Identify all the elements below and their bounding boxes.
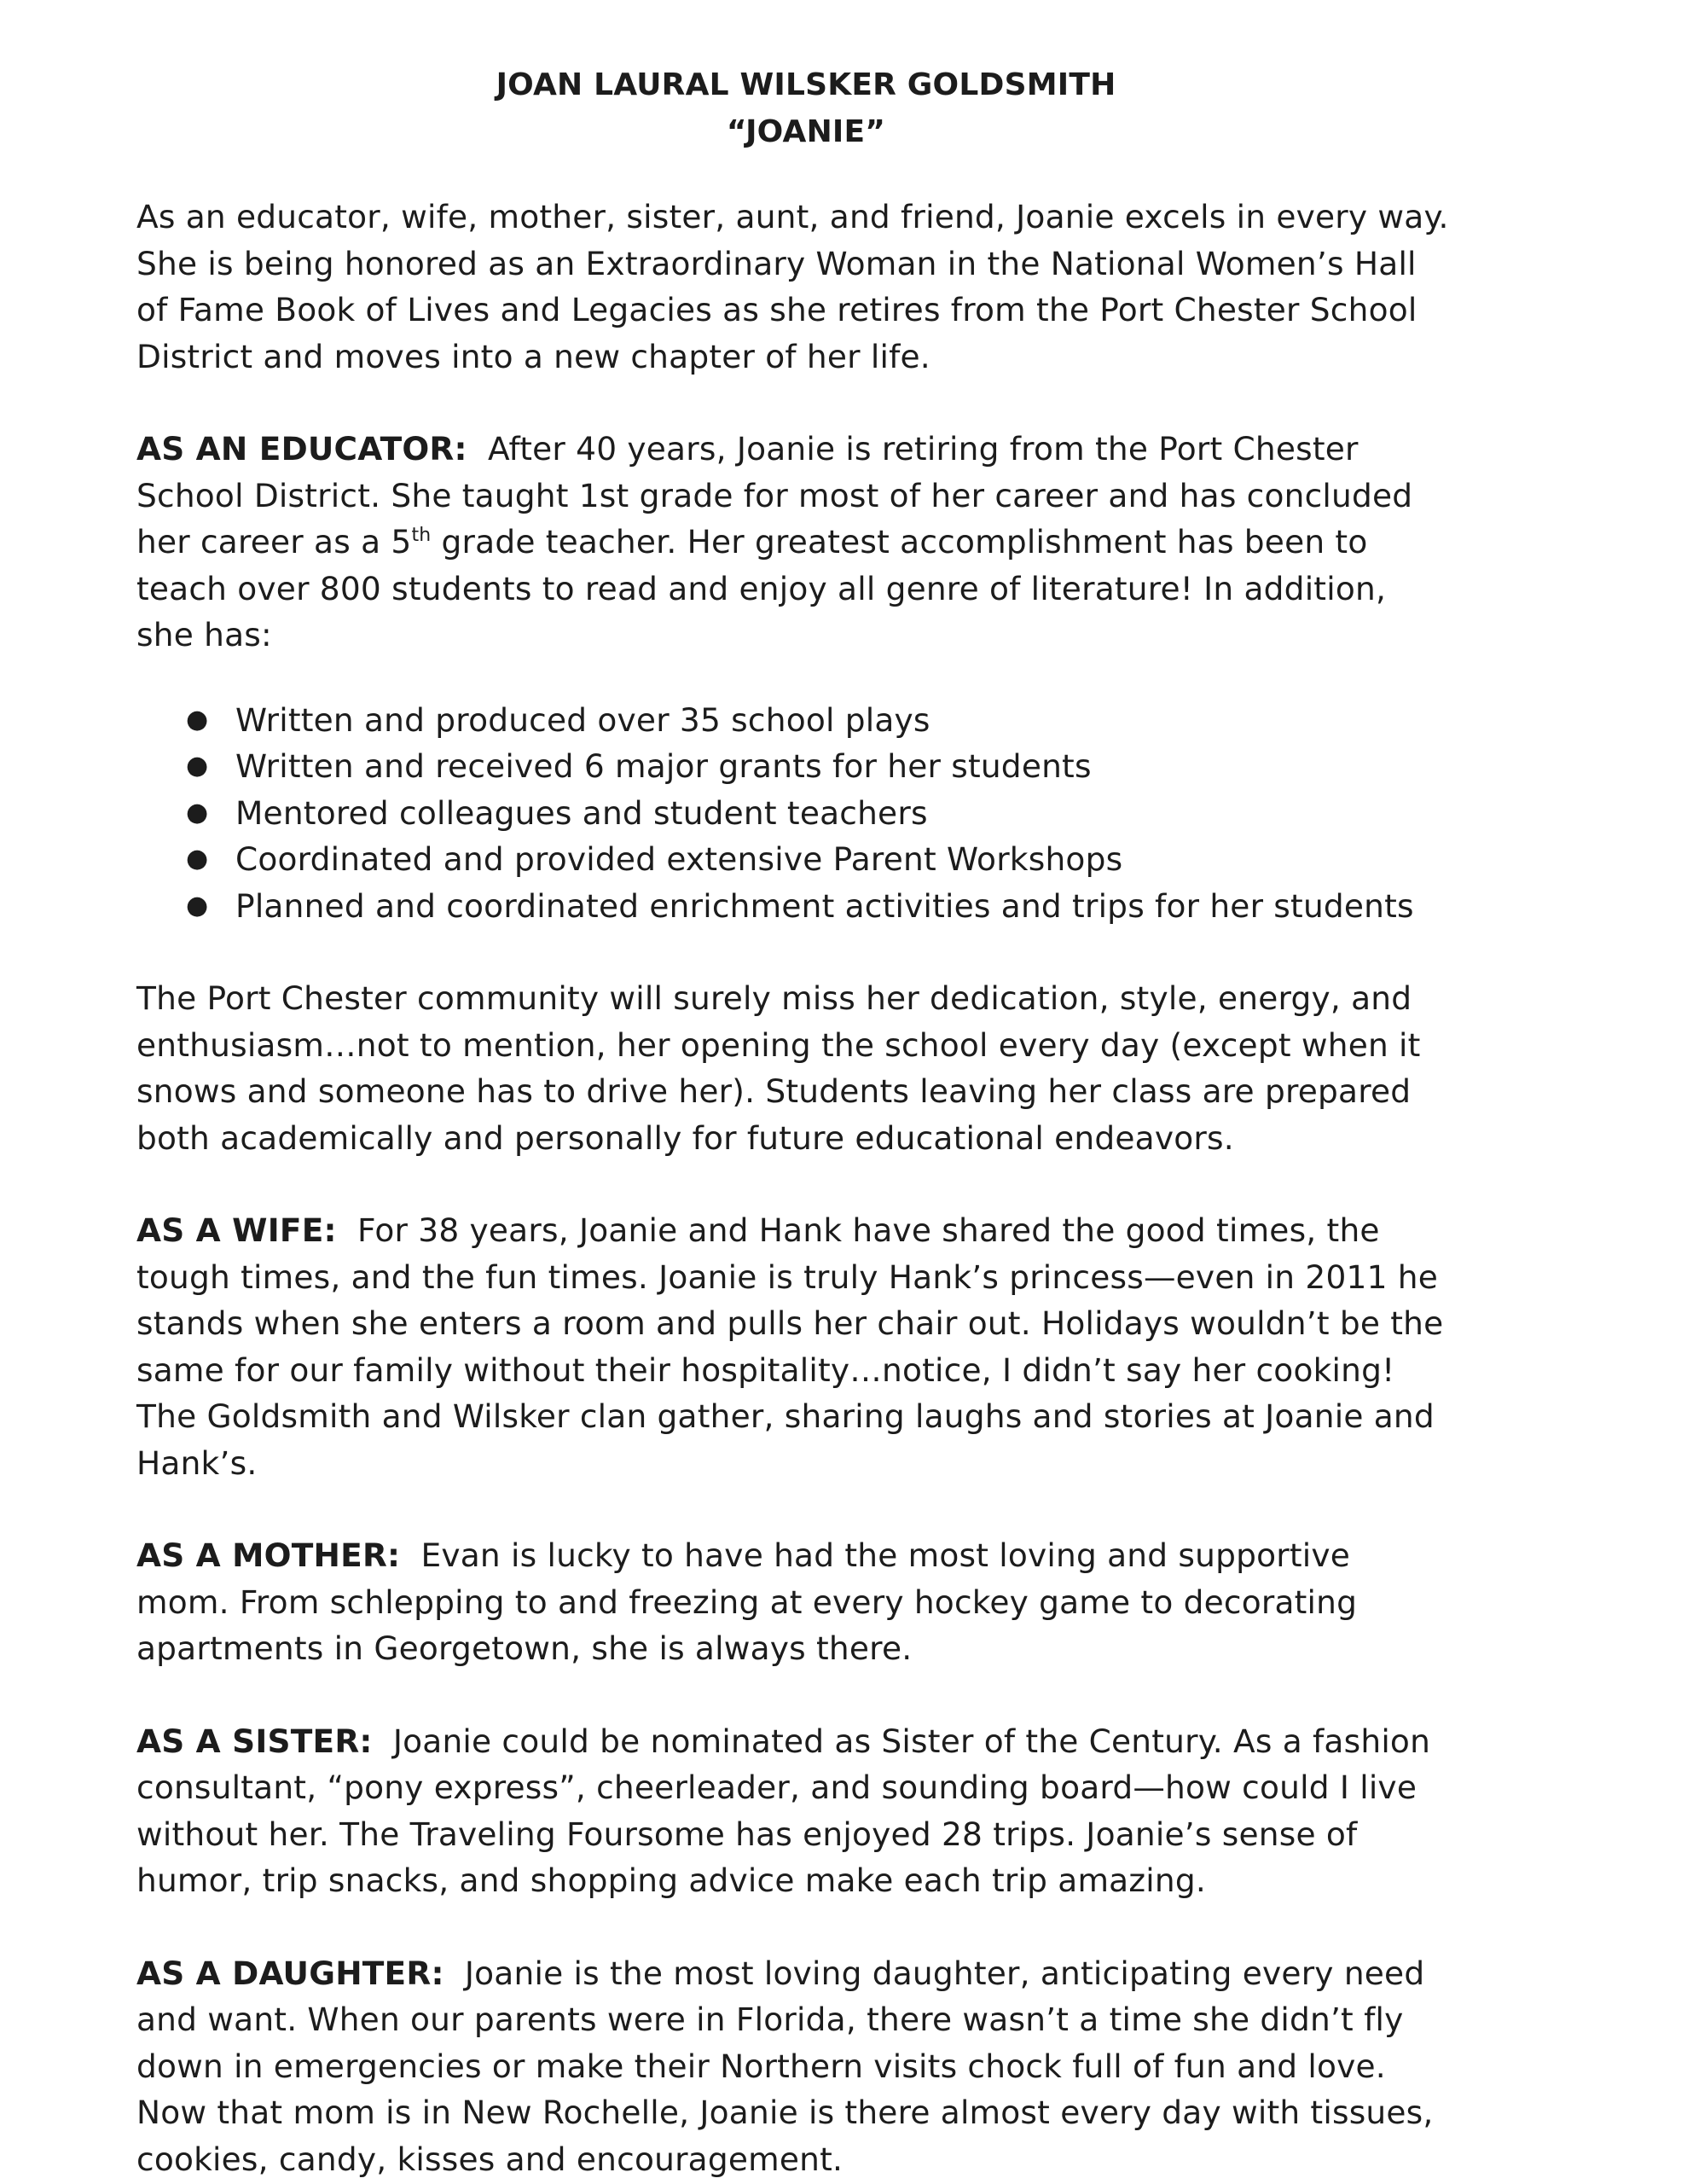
educator-heading: AS AN EDUCATOR: (136, 430, 467, 468)
daughter-paragraph (136, 1950, 1450, 2183)
wife-text: For 38 years, Joanie and Hank have shared the good times, the tough times, and the fun times. Joanie is truly Hank’s princess—even in 2011 he stands when she enters a room and pulls her chair out. Holidays wouldn’t be the same for our family without their hospitality…notice, I didn’t say her cooking! The Goldsmith and Wilsker clan gather, sharing laughs and stories at Joanie and Hank’s. (136, 1211, 1444, 1482)
bullet-icon: ● (186, 704, 209, 735)
sister-text: Joanie could be nominated as Sister of the Century. As a fashion consultant, “pony express”, cheerleader, and sounding board—how could I live without her. The Traveling Foursome has enjoyed 28 trips. Joanie’s sense of humor, trip snacks, and shopping advice make each trip amazing. (136, 1722, 1431, 1899)
bullet-icon: ● (186, 844, 209, 874)
list-item-text: Planned and coordinated enrichment activities and trips for her students (235, 886, 1414, 925)
educator-text-part1: After 40 years, Joanie is retiring from the Port Chester School District. She taught 1st grade for most of her career and has concluded her career as a 5 (136, 430, 1413, 561)
bullet-icon: ● (186, 890, 209, 921)
educator-paragraph (136, 426, 1450, 659)
list-item (186, 743, 1450, 790)
list-item-text: Coordinated and provided extensive Parent Workshops (235, 840, 1123, 878)
mother-text: Evan is lucky to have had the most loving and supportive mom. From schlepping to and freezing at every hockey game to decorating apartments in Georgetown, she is always there. (136, 1536, 1358, 1667)
document-page (136, 61, 1450, 2182)
list-item (186, 790, 1450, 837)
sister-heading: AS A SISTER: (136, 1722, 373, 1760)
daughter-heading: AS A DAUGHTER: (136, 1954, 444, 1992)
list-item-text: Written and produced over 35 school plays (235, 700, 930, 739)
wife-heading: AS A WIFE: (136, 1211, 337, 1249)
title-name: JOAN LAURAL WILSKER GOLDSMITH (496, 67, 1116, 102)
mother-paragraph (136, 1532, 1450, 1672)
bullet-icon: ● (186, 797, 209, 828)
title-nickname: “JOANIE” (726, 114, 886, 149)
educator-superscript: th (411, 525, 432, 546)
educator-accomplishments-list (136, 697, 1450, 930)
bullet-icon: ● (186, 751, 209, 781)
list-item (186, 697, 1450, 744)
wife-paragraph (136, 1207, 1450, 1486)
list-item-text: Written and received 6 major grants for her students (235, 747, 1092, 785)
list-item (186, 836, 1450, 883)
educator-text-part2: grade teacher. Her greatest accomplishment has been to teach over 800 students to read and enjoy all genre of literature! In addition, she has: (136, 523, 1387, 653)
list-item-text: Mentored colleagues and student teachers (235, 793, 928, 832)
mother-heading: AS A MOTHER: (136, 1536, 401, 1574)
list-item (186, 883, 1450, 930)
intro-paragraph: As an educator, wife, mother, sister, aunt, and friend, Joanie excels in every way. She is being honored as an Extraordinary Woman in the National Women’s Hall of Fame Book of Lives and Legacies as she retires from the Port Chester School District and moves into a new chapter of her life. (136, 198, 1449, 375)
sister-paragraph (136, 1718, 1450, 1904)
community-paragraph: The Port Chester community will surely miss her dedication, style, energy, and enthusiasm…not to mention, her opening the school every day (except when it snows and someone has to drive her). Students leaving her class are prepared both academically and personally for future educational endeavors. (136, 979, 1421, 1157)
daughter-text: Joanie is the most loving daughter, anticipating every need and want. When our parents were in Florida, there wasn’t a time she didn’t fly down in emergencies or make their Northern visits chock full of fun and love. Now that mom is in New Rochelle, Joanie is there almost every day with tissues, cookies, candy, kisses and encouragement. (136, 1954, 1434, 2178)
